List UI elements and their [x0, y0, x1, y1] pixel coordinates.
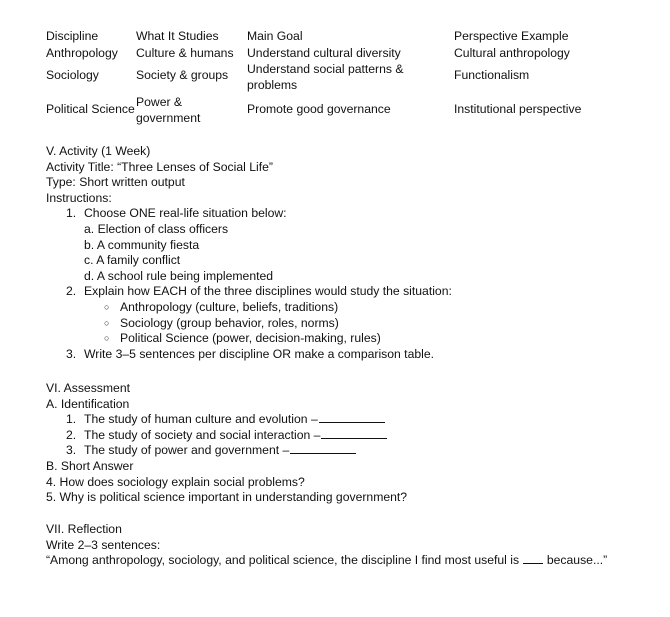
hollow-bullet-icon: ○ [104, 333, 110, 344]
step-number: 2. [66, 284, 77, 299]
table-cell: Culture & humans [136, 46, 234, 60]
option-text: A community fiesta [96, 237, 200, 252]
table-cell: Understand cultural diversity [247, 46, 401, 60]
table-cell: Power & government [136, 95, 201, 125]
reflection-instruction: Write 2–3 sentences: [46, 537, 161, 552]
item-number: 1. [66, 412, 77, 427]
instruction-step [46, 347, 646, 363]
reflection-heading: VII. Reflection [46, 522, 122, 536]
bullet-item [46, 316, 646, 332]
part-a-heading: A. Identification [46, 396, 130, 411]
table-cell: Institutional perspective [454, 102, 582, 116]
table-cell: Sociology [46, 68, 99, 82]
table-header-cell: What It Studies [136, 29, 219, 43]
assessment-heading: VI. Assessment [46, 381, 130, 395]
table-cell: Promote good governance [247, 102, 391, 116]
table-cell: Society & groups [136, 68, 229, 82]
assessment-section [46, 381, 646, 506]
instruction-step [46, 284, 646, 300]
step-number: 1. [66, 206, 77, 221]
hollow-bullet-icon: ○ [104, 301, 110, 312]
activity-title: Activity Title: “Three Lenses of Social Life” [46, 159, 273, 174]
hollow-bullet-icon: ○ [104, 317, 110, 328]
option-item [46, 222, 646, 238]
answer-blank[interactable] [321, 428, 387, 439]
table-cell: Understand social patterns & problems [247, 62, 404, 92]
bullet-item [46, 300, 646, 316]
table-row [46, 63, 646, 96]
item-number: 2. [66, 427, 77, 442]
bullet-text: Anthropology (culture, beliefs, traditions) [120, 299, 339, 314]
step-text: Choose ONE real-life situation below: [84, 206, 287, 221]
table-cell: Political Science [46, 102, 135, 116]
table-header-cell: Perspective Example [454, 29, 569, 43]
identification-item [46, 412, 646, 428]
instructions-label: Instructions: [46, 190, 112, 205]
option-label: a. [84, 221, 95, 236]
answer-blank[interactable] [290, 443, 356, 454]
option-item [46, 238, 646, 254]
instruction-step [46, 206, 646, 222]
identification-item [46, 443, 646, 459]
reflection-prompt [46, 553, 666, 569]
prompt-text-end: because...” [546, 553, 608, 568]
table-header-cell: Discipline [46, 29, 99, 43]
table-cell: Cultural anthropology [454, 46, 570, 60]
option-text: A school rule being implemented [96, 268, 274, 283]
bullet-text: Political Science (power, decision-making, rules) [120, 331, 381, 346]
option-label: d. [84, 268, 95, 283]
option-item [46, 253, 646, 269]
short-answer-question: 5. Why is political science important in understanding government? [46, 490, 408, 505]
table-cell: Anthropology [46, 46, 118, 60]
disciplines-table [46, 29, 646, 129]
option-text: Election of class officers [97, 221, 229, 236]
item-number: 3. [66, 443, 77, 458]
step-text: Explain how EACH of the three disciplines would study the situation: [84, 284, 452, 299]
answer-blank[interactable] [319, 412, 385, 423]
table-row [46, 96, 646, 129]
option-item [46, 269, 646, 285]
table-row [46, 46, 646, 63]
table-header-row [46, 29, 646, 46]
table-header-cell: Main Goal [247, 29, 303, 43]
part-b-heading: B. Short Answer [46, 458, 134, 473]
option-label: c. [84, 253, 94, 268]
activity-heading: V. Activity (1 Week) [46, 144, 151, 158]
short-answer-question: 4. How does sociology explain social problems? [46, 474, 305, 489]
bullet-text: Sociology (group behavior, roles, norms) [120, 315, 339, 330]
item-text: The study of power and government – [84, 443, 290, 458]
option-text: A family conflict [96, 253, 181, 268]
activity-type: Type: Short written output [46, 175, 185, 190]
item-text: The study of society and social interaction – [84, 427, 321, 442]
bullet-item [46, 331, 646, 347]
identification-item [46, 428, 646, 444]
answer-blank[interactable] [523, 553, 543, 564]
option-label: b. [84, 237, 95, 252]
item-text: The study of human culture and evolution – [84, 412, 318, 427]
table-cell: Functionalism [454, 68, 530, 82]
step-number: 3. [66, 346, 77, 361]
activity-section [46, 144, 646, 362]
step-text: Write 3–5 sentences per discipline OR make a comparison table. [84, 346, 434, 361]
reflection-section [46, 522, 666, 569]
prompt-text-start: “Among anthropology, sociology, and political science, the discipline I find most useful is [46, 553, 520, 568]
